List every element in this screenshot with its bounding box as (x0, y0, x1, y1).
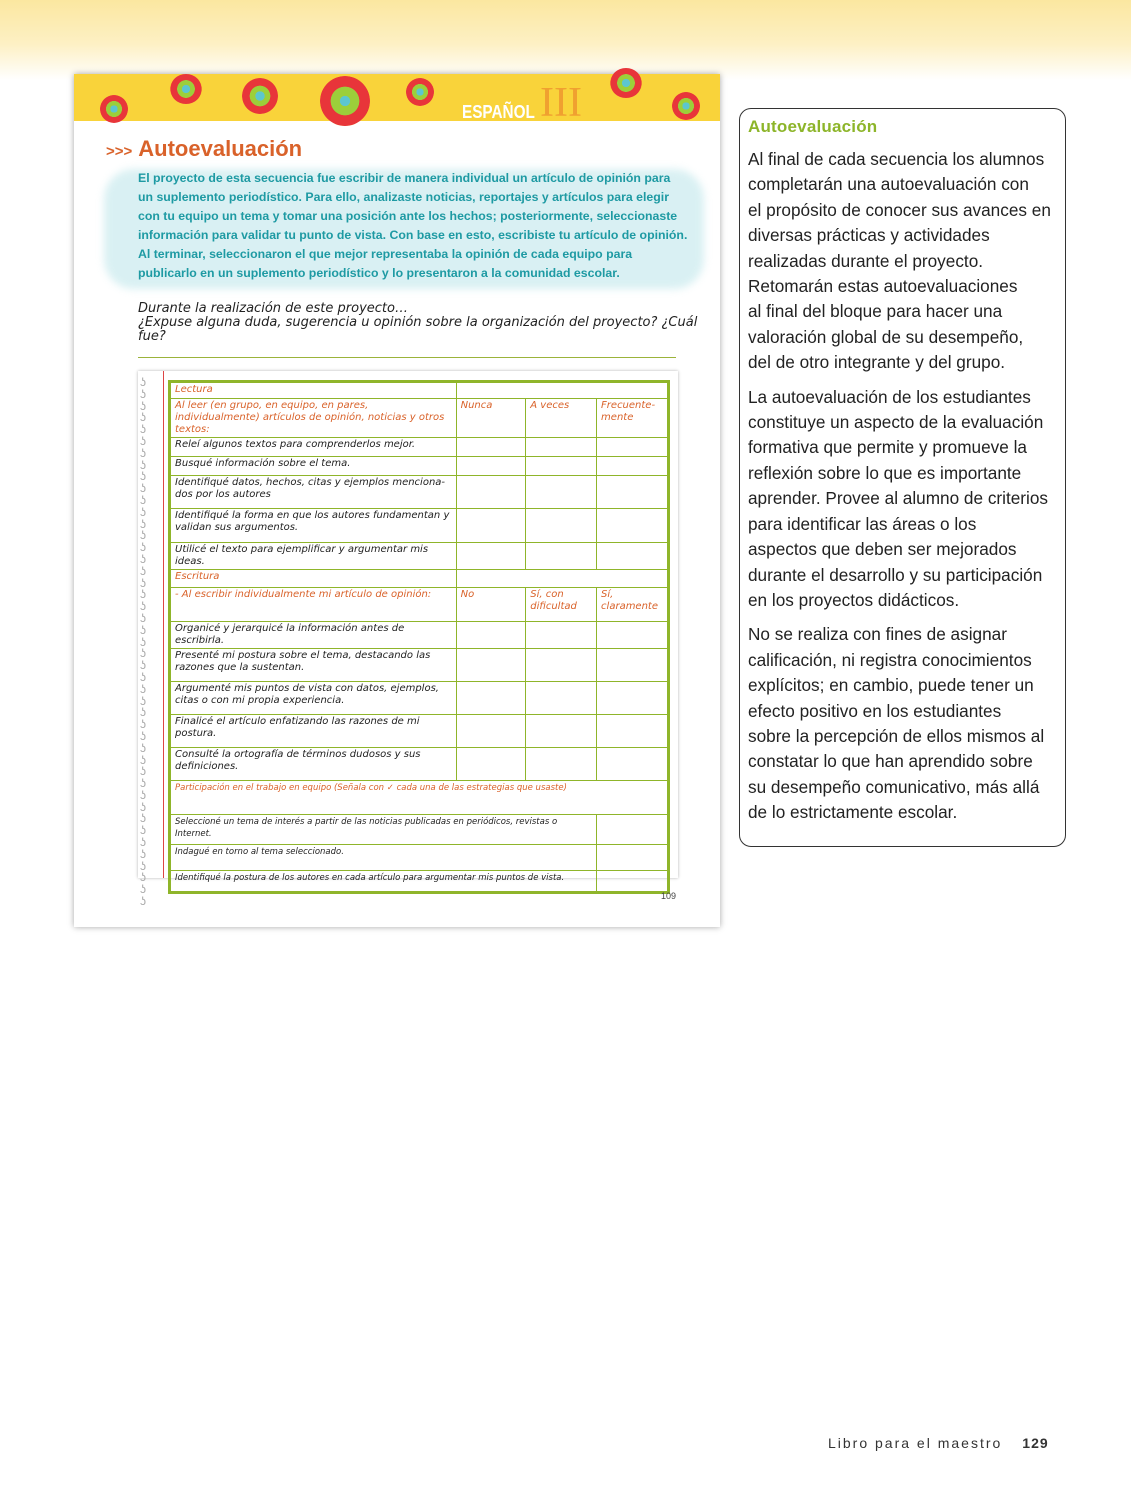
decor-circle-icon (672, 92, 700, 120)
subject-label: ESPAÑOL (462, 102, 535, 122)
reading-heading: Lectura (170, 382, 457, 399)
criterion-label: Argumenté mis puntos de vista con datos, ejemplos, citas o con mi propia experiencia. (170, 682, 457, 715)
note-line: constatar lo que han aprendido sobre (748, 751, 1033, 772)
note-line: aspectos que deben ser mejorados (748, 539, 1017, 560)
header-row (170, 588, 669, 622)
criterion-label: Utilicé el texto para ejemplificar y argumentar mis ideas. (170, 543, 457, 570)
note-line: La autoevaluación de los estudiantes (748, 386, 1031, 407)
note-title: Autoevaluación (748, 117, 878, 136)
column-header: Nunca (456, 399, 526, 438)
rating-cell[interactable] (597, 622, 669, 649)
criterion-label: Finalicé el artículo enfatizando las razones de mi postura. (170, 715, 457, 748)
column-header: No (456, 588, 526, 622)
margin-line (163, 371, 164, 878)
decor-circle-icon (100, 95, 128, 123)
note-line: No se realiza con fines de asignar (748, 624, 1007, 645)
top-watercolor-wash (0, 0, 1131, 80)
intro-text: El proyecto de esta secuencia fue escribir de manera individual un artículo de opinión para un suplemento periodístico. Para ello, analizaste noticias, reportajes y artículos para elegir con tu equipo un tema y tomar una posición ante los hechos; posteriormente, seleccionaste información para validar tu punto de vista. Con base en esto, escribiste tu artículo de opinión. Al terminar, seleccionaron el que mejor representaba la opinión de cada equipo para publicarlo en un suplemento periodístico y lo presentaron a la comunidad escolar. (138, 171, 688, 280)
title-marker: >>> (106, 143, 133, 160)
rating-cell[interactable] (597, 543, 669, 570)
note-line: diversas prácticas y actividades (748, 225, 990, 246)
table-row (170, 476, 669, 509)
rating-cell[interactable] (456, 682, 526, 715)
note-line: en los proyectos didácticos. (748, 589, 960, 610)
decor-circle-icon (242, 78, 278, 114)
note-line: para identificar las áreas o los (748, 513, 977, 534)
rating-cell[interactable] (526, 682, 597, 715)
question-line-1: Durante la realización de este proyecto… (138, 301, 408, 316)
table-row (170, 871, 669, 893)
question-line-2: ¿Expuse alguna duda, sugerencia u opinión sobre la organización del proyecto? ¿Cuál fue? (138, 315, 698, 344)
reading-prompt: Al leer (en grupo, en equipo, en pares, individualmente) artículos de opinión, noticias y otros textos: (170, 399, 457, 438)
note-paragraph (748, 147, 1057, 376)
note-line: completarán una autoevaluación con (748, 174, 1029, 195)
note-line: durante el desarrollo y su participación (748, 564, 1043, 585)
note-line: sobre la percepción de ellos mismos al (748, 725, 1045, 746)
table-row (170, 543, 669, 570)
team-heading: Participación en el trabajo en equipo (Señala con ✓ cada una de las estrategias que usaste) (170, 781, 669, 815)
rating-cell[interactable] (597, 509, 669, 543)
section-title (106, 136, 302, 162)
rating-cell[interactable] (526, 543, 597, 570)
strategy-label: Seleccioné un tema de interés a partir de las noticias publicadas en periódicos, revistas o Internet. (170, 815, 597, 845)
spiral-binding-icon: ʖ ʖ ʖ ʖ ʖ ʖ ʖ ʖ ʖ ʖ ʖ ʖ ʖ ʖ ʖ ʖ ʖ ʖ ʖ ʖ ʖ ʖ ʖ ʖ ʖ ʖ ʖ ʖ ʖ ʖ ʖ ʖ ʖ ʖ ʖ ʖ ʖ ʖ ʖ ʖ ʖ ʖ ʖ ʖ ʖ (140, 375, 146, 909)
blank-cell[interactable] (456, 570, 668, 588)
footer-page-number: 129 (1022, 1435, 1049, 1451)
writing-prompt: - Al escribir individualmente mi artículo de opinión: (170, 588, 457, 622)
footer (828, 1435, 1049, 1451)
rating-cell[interactable] (597, 649, 669, 682)
decor-circle-icon (170, 74, 202, 104)
note-line: de lo estrictamente escolar. (748, 802, 958, 823)
note-line: formativa que permite y promueve la (748, 437, 1027, 458)
criterion-label: Organicé y jerarquicé la información antes de escribirla. (170, 622, 457, 649)
table-row (170, 715, 669, 748)
note-line: su desempeño comunicativo, más allá (748, 776, 1040, 797)
rating-cell[interactable] (597, 682, 669, 715)
rating-cell[interactable] (597, 457, 669, 476)
column-header: A veces (526, 399, 597, 438)
rating-cell[interactable] (526, 649, 597, 682)
table-row (170, 845, 669, 871)
rating-cell[interactable] (456, 457, 526, 476)
strategy-label: Indagué en torno al tema seleccionado. (170, 845, 597, 871)
rating-cell[interactable] (526, 438, 597, 457)
rating-cell[interactable] (526, 457, 597, 476)
section-title-text: Autoevaluación (138, 136, 303, 161)
strategy-label: Identifiqué la postura de los autores en cada artículo para argumentar mis puntos de vista. (170, 871, 597, 893)
check-cell[interactable] (597, 815, 669, 845)
column-header: Sí, con dificultad (526, 588, 597, 622)
rating-cell[interactable] (597, 476, 669, 509)
book-page-scan (74, 74, 720, 927)
rating-cell[interactable] (456, 438, 526, 457)
column-header: Sí, claramente (597, 588, 669, 622)
criterion-label: Identifiqué la forma en que los autores fundamentan y validan sus argumentos. (170, 509, 457, 543)
table-row (170, 438, 669, 457)
table-row (170, 509, 669, 543)
rating-cell[interactable] (597, 748, 669, 781)
rating-cell[interactable] (456, 509, 526, 543)
note-line: Retomarán estas autoevaluaciones (748, 276, 1018, 297)
rating-cell[interactable] (456, 543, 526, 570)
teacher-note-box (739, 108, 1066, 847)
rating-cell[interactable] (456, 649, 526, 682)
note-line: explícitos; en cambio, puede tener un (748, 675, 1034, 696)
check-cell[interactable] (597, 845, 669, 871)
reflection-question (138, 302, 720, 344)
section-row (170, 382, 669, 399)
criterion-label: Busqué información sobre el tema. (170, 457, 457, 476)
check-cell[interactable] (597, 871, 669, 893)
book-page-number: 109 (660, 891, 676, 901)
table-row (170, 682, 669, 715)
note-line: realizadas durante el proyecto. (748, 250, 984, 271)
table-row (170, 649, 669, 682)
decor-circle-icon (610, 68, 642, 98)
note-paragraph (748, 385, 1057, 614)
rating-cell[interactable] (526, 476, 597, 509)
rating-cell[interactable] (456, 748, 526, 781)
note-line: del de otro integrante y del grupo. (748, 352, 1006, 373)
criterion-label: Releí algunos textos para comprenderlos mejor. (170, 438, 457, 457)
note-line: valoración global de su desempeño, (748, 326, 1024, 347)
criterion-label: Consulté la ortografía de términos dudosos y sus definiciones. (170, 748, 457, 781)
rating-cell[interactable] (526, 509, 597, 543)
rating-cell[interactable] (597, 438, 669, 457)
rating-cell[interactable] (456, 622, 526, 649)
rating-cell[interactable] (597, 715, 669, 748)
header-band (74, 74, 720, 126)
rating-cell[interactable] (456, 476, 526, 509)
footer-label: Libro para el maestro (828, 1435, 1003, 1451)
blank-cell[interactable] (456, 382, 668, 399)
table-row (170, 457, 669, 476)
note-line: constituye un aspecto de la evaluación (748, 412, 1044, 433)
note-line: reflexión sobre lo que es importante (748, 462, 1022, 483)
note-line: el propósito de conocer sus avances en (748, 199, 1051, 220)
criterion-label: Presenté mi postura sobre el tema, destacando las razones que la sustentan. (170, 649, 457, 682)
note-line: aprender. Provee al alumno de criterios (748, 488, 1048, 509)
table-row (170, 622, 669, 649)
writing-heading: Escritura (170, 570, 457, 588)
table-row (170, 815, 669, 845)
header-row (170, 399, 669, 438)
rating-cell[interactable] (456, 715, 526, 748)
note-line: calificación, ni registra conocimientos (748, 649, 1032, 670)
answer-line (138, 357, 676, 358)
note-line: efecto positivo en los estudiantes (748, 700, 1002, 721)
decor-circle-icon (320, 76, 370, 126)
note-paragraph (748, 622, 1057, 825)
column-header: Frecuente-mente (597, 399, 669, 438)
rating-cell[interactable] (526, 622, 597, 649)
rating-cell[interactable] (526, 748, 597, 781)
note-line: al final del bloque para hacer una (748, 301, 1003, 322)
note-line: Al final de cada secuencia los alumnos (748, 149, 1045, 169)
section-row (170, 570, 669, 588)
volume-label: III (540, 80, 582, 126)
section-row (170, 781, 669, 815)
self-assessment-table (168, 380, 670, 894)
criterion-label: Identifiqué datos, hechos, citas y ejemplos menciona-dos por los autores (170, 476, 457, 509)
decor-circle-icon (406, 78, 434, 106)
rating-cell[interactable] (526, 715, 597, 748)
table-row (170, 748, 669, 781)
